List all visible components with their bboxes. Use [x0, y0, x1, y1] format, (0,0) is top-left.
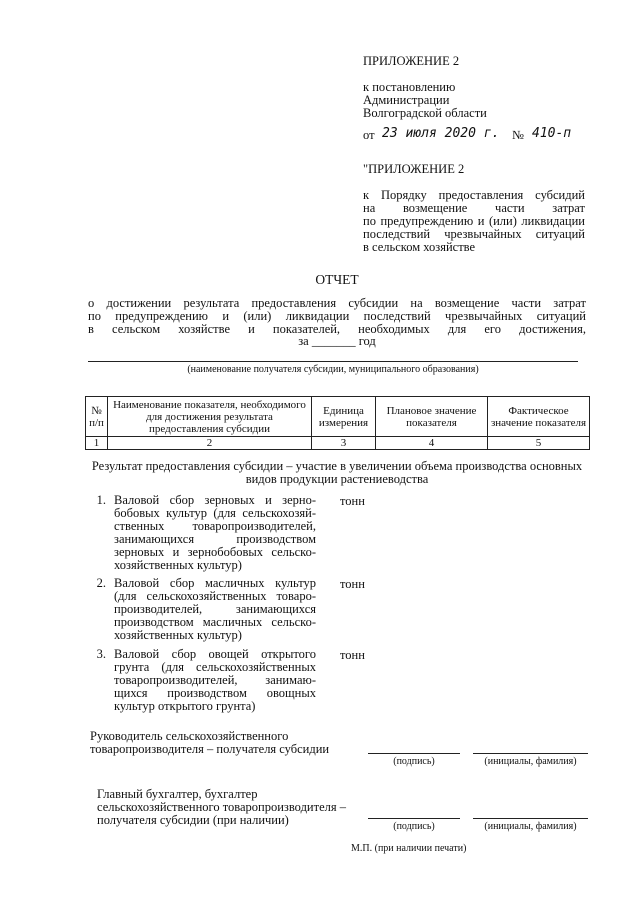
- indicator-number: 3.: [96, 647, 106, 661]
- decree-line-1: к постановлению: [363, 80, 456, 94]
- indicator-text-line: бобовых культур (для сельскохозяй-: [114, 506, 316, 520]
- column-number-5: 5: [488, 437, 590, 450]
- procedure-line-4: последствий чрезвычайных ситуаций: [363, 227, 585, 241]
- accountant-sign-caption: (подпись): [393, 821, 435, 832]
- head-signatory-line-1: Руководитель сельскохозяйственного: [90, 729, 289, 743]
- recipient-name-line: [88, 361, 578, 362]
- report-subtitle-line-3: в сельском хозяйстве и показателей, необходимых для его достижения,: [88, 322, 586, 336]
- head-name-caption: (инициалы, фамилия): [484, 756, 577, 767]
- indicator-text-line: Валовой сбор овощей открытого: [114, 647, 316, 661]
- accountant-line-1: Главный бухгалтер, бухгалтер: [97, 787, 258, 801]
- recipient-caption: (наименование получателя субсидии, муниципального образования): [187, 364, 479, 375]
- header-cell-actual: Фактическое значение показателя: [488, 397, 590, 437]
- indicator-item-1: [88, 494, 316, 572]
- result-line-2: видов продукции растениеводства: [245, 472, 429, 486]
- indicator-unit-2: тонн: [340, 577, 365, 591]
- indicator-text-line: Валовой сбор масличных культур: [114, 576, 316, 590]
- stamp-note: М.П. (при наличии печати): [351, 843, 467, 854]
- accountant-name-caption: (инициалы, фамилия): [484, 821, 577, 832]
- indicator-text-line: ственных товаропроизводителей,: [114, 519, 316, 533]
- decree-line-3: Волгоградской области: [363, 106, 487, 120]
- report-subtitle-line-2: по предупреждению и (или) ликвидации последствий чрезвычайных ситуаций: [88, 309, 586, 323]
- report-subtitle-line-1: о достижении результата предоставления субсидии на возмещение части затрат: [88, 296, 586, 310]
- procedure-line-1: к Порядку предоставления субсидий: [363, 188, 585, 202]
- procedure-line-3: по предупреждению и (или) ликвидации: [363, 214, 585, 228]
- indicator-item-3: [88, 648, 316, 713]
- appendix-title: ПРИЛОЖЕНИЕ 2: [363, 54, 460, 68]
- result-line-1: Результат предоставления субсидии – участие в увеличении объема производства основных: [91, 459, 583, 473]
- column-number-2: 2: [108, 437, 312, 450]
- column-number-1: 1: [86, 437, 108, 450]
- header-cell-indicator: Наименование показателя, необходимого для достижения результата предоставления субсидии: [108, 397, 312, 437]
- indicator-text-line: производителей, занимающихся: [114, 602, 316, 616]
- procedure-line-5: в сельском хозяйстве: [363, 240, 476, 254]
- indicator-number: 2.: [96, 576, 106, 590]
- report-table: [85, 396, 590, 450]
- indicator-text-line: культур открытого грунта): [114, 699, 256, 713]
- procedure-appendix-title: "ПРИЛОЖЕНИЕ 2: [363, 162, 465, 176]
- table-header-row: [86, 397, 590, 437]
- number-value: 410-п: [532, 126, 572, 141]
- head-sign-caption: (подпись): [393, 756, 435, 767]
- date-prefix: от: [363, 128, 375, 142]
- indicator-text-line: производством масличных сельско-: [114, 615, 316, 629]
- indicator-text-line: грунта (для сельскохозяйственных: [114, 660, 316, 674]
- indicator-unit-3: тонн: [340, 648, 365, 662]
- head-name-line: [473, 753, 588, 754]
- header-cell-planned: Плановое значение показателя: [376, 397, 488, 437]
- indicator-text-line: (для сельскохозяйственных товаро-: [114, 589, 316, 603]
- indicator-number: 1.: [96, 493, 106, 507]
- table-number-row: [86, 437, 590, 450]
- indicator-text-line: хозяйственных культур): [114, 558, 242, 572]
- indicator-item-2: [88, 577, 316, 642]
- header-cell-unit: Единица измерения: [312, 397, 376, 437]
- accountant-line-3: получателя субсидии (при наличии): [97, 813, 289, 827]
- accountant-line-2: сельскохозяйственного товаропроизводителя –: [97, 800, 346, 814]
- head-signatory-line-2: товаропроизводителя – получателя субсидии: [90, 742, 330, 756]
- indicator-unit-1: тонн: [340, 494, 365, 508]
- indicator-text-line: зерновых и зернобобовых сельско-: [114, 545, 316, 559]
- indicator-text-line: занимающихся производством: [114, 532, 316, 546]
- indicator-text-line: хозяйственных культур): [114, 628, 242, 642]
- report-title: ОТЧЕТ: [315, 272, 359, 287]
- column-number-3: 3: [312, 437, 376, 450]
- header-cell-number: № п/п: [86, 397, 108, 437]
- accountant-signature-line: [368, 818, 460, 819]
- number-prefix: №: [512, 128, 524, 142]
- indicator-text-line: Валовой сбор зерновых и зерно-: [114, 493, 316, 507]
- decree-line-2: Администрации: [363, 93, 450, 107]
- indicator-text-line: товаропроизводителей, занимаю-: [114, 673, 316, 687]
- accountant-name-line: [473, 818, 588, 819]
- procedure-line-2: на возмещение части затрат: [363, 201, 585, 215]
- head-signature-line: [368, 753, 460, 754]
- date-value: 23 июля 2020 г.: [382, 126, 500, 141]
- indicator-text-line: щихся производством овощных: [114, 686, 316, 700]
- column-number-4: 4: [376, 437, 488, 450]
- report-year-line: за _______ год: [298, 334, 376, 348]
